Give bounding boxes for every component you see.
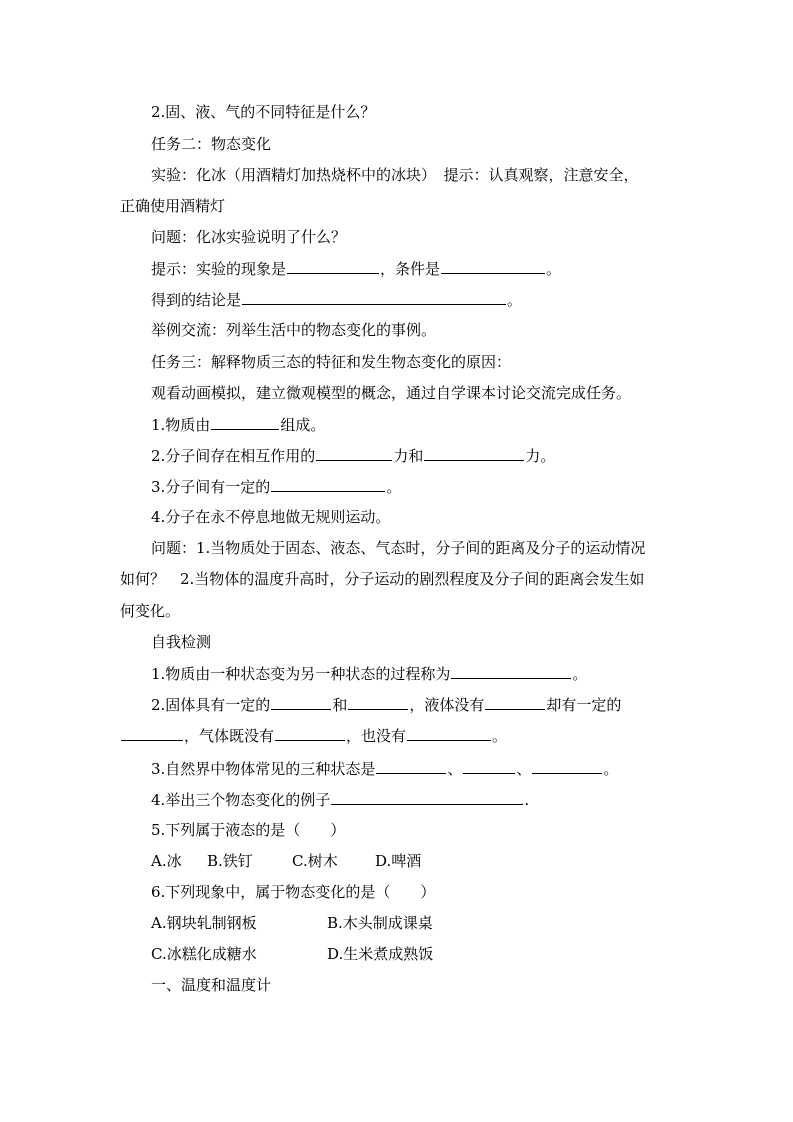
- fill-blank[interactable]: [451, 663, 571, 679]
- option-d[interactable]: D.啤酒: [375, 852, 422, 870]
- item-text: .: [524, 791, 530, 809]
- animation-line: 观看动画模拟，建立微观模型的概念，通过自学课本讨论交流完成任务。: [151, 384, 632, 402]
- question-line-end: 何变化。: [120, 602, 181, 620]
- item-text: 2.固体具有一定的: [151, 696, 271, 714]
- hint-line: [151, 258, 561, 279]
- hint-text: ，条件是: [380, 260, 441, 278]
- item-text: 力。: [525, 447, 556, 465]
- examples-line: 举例交流：列举生活中的物态变化的事例。: [151, 321, 437, 339]
- option-a[interactable]: A.冰: [151, 852, 182, 870]
- item-text: 力和: [393, 447, 424, 465]
- item-text: 。: [603, 760, 619, 778]
- fill-blank[interactable]: [376, 758, 446, 774]
- item-text: ，液体没有: [409, 696, 485, 714]
- item-text: ，也没有: [346, 727, 407, 745]
- fill-blank[interactable]: [424, 445, 524, 461]
- item-text: 。: [492, 727, 508, 745]
- fill-blank[interactable]: [242, 289, 506, 305]
- test-item-1: [151, 663, 587, 684]
- question-line-cont: 如何？ 2.当物体的温度升高时，分子运动的剧烈程度及分子间的距离会发生如: [120, 570, 645, 588]
- fill-blank[interactable]: [275, 725, 345, 741]
- item-text: 3.自然界中物体常见的三种状态是: [151, 760, 376, 778]
- test-item-5: 5.下列属于液态的是（ ）: [151, 821, 346, 839]
- fill-blank[interactable]: [316, 445, 392, 461]
- question-2: 2.固、液、气的不同特征是什么？: [151, 103, 376, 121]
- micro-item-1: [151, 414, 325, 435]
- fill-blank[interactable]: [485, 694, 545, 710]
- fill-blank[interactable]: [121, 725, 183, 741]
- fill-blank[interactable]: [211, 414, 279, 430]
- fill-blank[interactable]: [271, 694, 331, 710]
- item-text: 和: [332, 696, 348, 714]
- micro-item-3: [151, 476, 401, 497]
- hint-text: 提示：实验的现象是: [151, 260, 287, 278]
- item-text: ，气体既没有: [184, 727, 275, 745]
- section-heading: 一、温度和温度计: [151, 976, 272, 994]
- option-b[interactable]: B.木头制成课桌: [327, 914, 433, 932]
- item-text: 4.举出三个物态变化的例子: [151, 791, 331, 809]
- task-2-heading: 任务二：物态变化: [151, 135, 272, 153]
- option-d[interactable]: D.生米煮成熟饭: [327, 945, 434, 963]
- item-text: 却有一定的: [546, 696, 622, 714]
- micro-item-2: [151, 445, 555, 466]
- fill-blank[interactable]: [463, 758, 515, 774]
- experiment-line: 实验：化冰（用酒精灯加热烧杯中的冰块） 提示：认真观察，注意安全，: [151, 166, 639, 184]
- hint-text: 。: [546, 260, 562, 278]
- test-item-2: [151, 694, 621, 715]
- conclusion-text: 得到的结论是: [151, 291, 242, 309]
- test-item-6: 6.下列现象中，属于物态变化的是（ ）: [151, 883, 436, 901]
- fill-blank[interactable]: [407, 725, 491, 741]
- option-a[interactable]: A.钢块轧制钢板: [151, 914, 257, 932]
- fill-blank[interactable]: [331, 789, 523, 805]
- ice-question: 问题：化冰实验说明了什么？: [151, 228, 347, 246]
- conclusion-line: [151, 289, 522, 310]
- item-text: 、: [516, 760, 532, 778]
- conclusion-text: 。: [507, 291, 523, 309]
- fill-blank[interactable]: [271, 476, 385, 492]
- fill-blank[interactable]: [348, 694, 408, 710]
- item-text: 2.分子间存在相互作用的: [151, 447, 316, 465]
- test-item-2-cont: [120, 725, 507, 746]
- fill-blank[interactable]: [287, 258, 379, 274]
- option-c[interactable]: C.树木: [292, 852, 338, 870]
- item-text: 1.物质由: [151, 416, 211, 434]
- option-c[interactable]: C.冰糕化成糖水: [151, 945, 257, 963]
- item-text: 1.物质由一种状态变为另一种状态的过程称为: [151, 665, 451, 683]
- item-text: 。: [386, 478, 402, 496]
- micro-item-4: 4.分子在永不停息地做无规则运动。: [151, 508, 391, 526]
- item-text: 组成。: [280, 416, 326, 434]
- item-text: 、: [447, 760, 463, 778]
- task-3-heading: 任务三：解释物质三态的特征和发生物态变化的原因：: [151, 353, 512, 371]
- fill-blank[interactable]: [441, 258, 545, 274]
- test-item-4: [151, 789, 529, 810]
- item-text: 。: [572, 665, 588, 683]
- option-b[interactable]: B.铁钉: [207, 852, 253, 870]
- self-test-heading: 自我检测: [151, 633, 212, 651]
- experiment-line-cont: 正确使用酒精灯: [120, 197, 226, 215]
- fill-blank[interactable]: [532, 758, 602, 774]
- test-item-3: [151, 758, 618, 779]
- item-text: 3.分子间有一定的: [151, 478, 271, 496]
- question-line: 问题：1.当物质处于固态、液态、气态时，分子间的距离及分子的运动情况: [151, 539, 646, 557]
